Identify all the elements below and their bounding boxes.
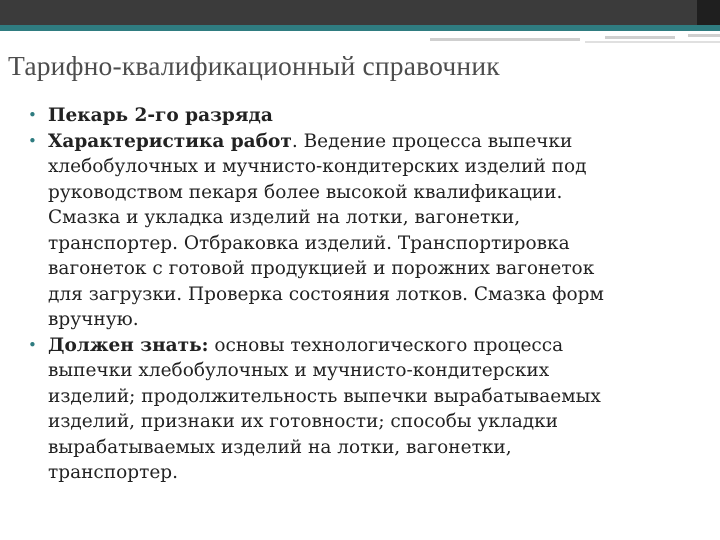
item-line: изделий, признаки их готовности; способы укладки: [48, 411, 559, 432]
item-line: Смазка и укладка изделий на лотки, вагонетки,: [48, 207, 521, 228]
item-line: вырабатываемых изделий на лотки, вагонетки,: [48, 436, 512, 458]
item-line: вручную.: [48, 309, 139, 330]
decorative-line: [430, 38, 580, 41]
decorative-line: [585, 41, 720, 43]
top-dark-bar: [0, 0, 720, 25]
slide-title: Тарифно-квалификационный справочник: [8, 50, 500, 81]
item-line: транспортер.: [48, 462, 179, 483]
bullet-icon: •: [28, 106, 37, 124]
item-line: транспортер. Отбраковка изделий. Транспортировка: [48, 232, 570, 254]
slide-content: [28, 103, 718, 486]
item-first-line: [48, 333, 718, 359]
item-line: руководством пекаря более высокой квалификации.: [48, 181, 563, 203]
list-item: [28, 333, 718, 486]
bullet-icon: •: [28, 131, 37, 150]
item-first-line: [48, 129, 718, 155]
decorative-line: [605, 36, 675, 39]
top-corner-block: [697, 0, 720, 25]
list-item: [28, 103, 718, 129]
item-text: . Ведение процесса выпечки: [291, 130, 573, 152]
item-line: выпечки хлебобулочных и мучнисто-кондитерских: [48, 360, 550, 381]
bullet-icon: •: [28, 335, 37, 354]
item-line: хлебобулочных и мучнисто-кондитерских изделий под: [48, 156, 587, 177]
item-heading: Характеристика работ: [48, 130, 292, 152]
item-text: основы технологического процесса: [208, 334, 564, 356]
decorative-line: [688, 34, 720, 37]
item-line: изделий; продолжительность выпечки вырабатываемых: [48, 385, 601, 407]
item-line: вагонеток с готовой продукцией и порожних вагонеток: [48, 258, 595, 279]
item-first-line: [48, 103, 718, 129]
teal-accent-bar: [0, 25, 720, 31]
item-heading: Должен знать:: [48, 334, 209, 356]
item-heading: Пекарь 2-го разряда: [48, 105, 273, 126]
list-item: [28, 129, 718, 333]
item-line: для загрузки. Проверка состояния лотков. Смазка форм: [48, 283, 604, 305]
